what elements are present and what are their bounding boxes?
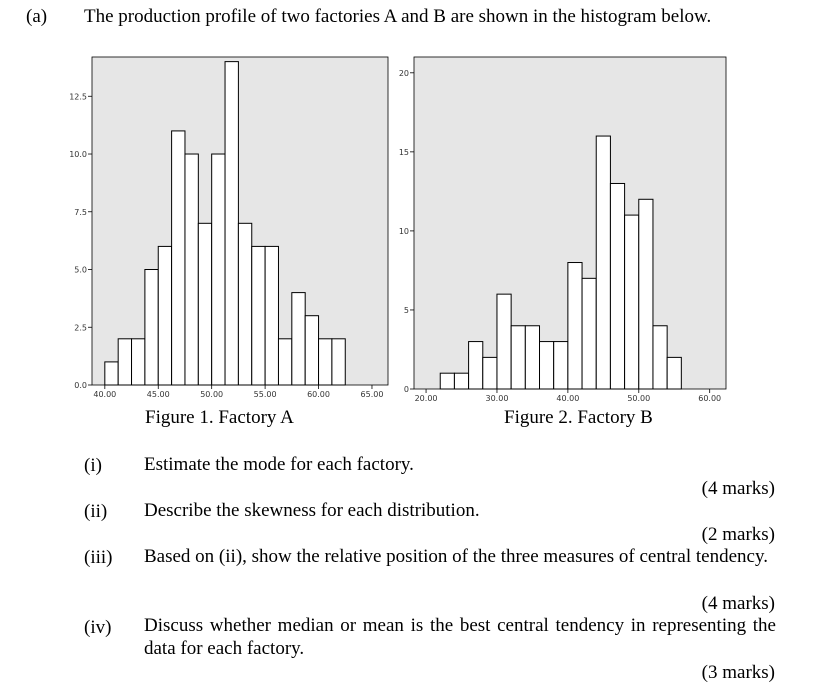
histogram-bar (118, 339, 131, 385)
question-text: Based on (ii), show the relative position of the three measures of central tendency. (144, 546, 768, 567)
histogram-bar (185, 154, 198, 385)
histogram-bar (610, 183, 624, 389)
histogram-bar (554, 342, 568, 389)
question-number: (iii) (84, 547, 113, 568)
question-marks: (4 marks) (701, 593, 775, 614)
histogram-bar (238, 223, 251, 385)
y-tick-label: 5.0 (74, 265, 87, 275)
histogram-factory-a (69, 57, 388, 399)
histogram-bar (319, 339, 332, 385)
histogram-bar (265, 246, 278, 385)
question-text: Estimate the mode for each factory. (144, 454, 414, 475)
x-tick-label: 45.00 (146, 390, 170, 399)
y-tick-label: 5 (403, 305, 409, 315)
figure-2-caption: Figure 2. Factory B (504, 407, 653, 428)
x-tick-label: 50.00 (200, 390, 224, 399)
y-tick-label: 0 (403, 385, 409, 394)
intro-text: The production profile of two factories A and B are shown in the histogram below. (84, 6, 712, 27)
x-tick-label: 65.00 (360, 390, 384, 399)
question-marks: (3 marks) (701, 662, 775, 683)
histogram-bar (292, 293, 305, 385)
histogram-bar (105, 362, 118, 385)
histogram-bar (440, 373, 454, 389)
question-number: (i) (84, 455, 102, 476)
question-number: (ii) (84, 501, 108, 522)
histogram-bar (132, 339, 145, 385)
histogram-bar (525, 326, 539, 389)
x-tick-label: 55.00 (253, 390, 277, 399)
y-tick-label: 2.5 (74, 323, 87, 333)
question-text: Describe the skewness for each distribution. (144, 500, 480, 521)
y-tick-label: 7.5 (74, 207, 87, 217)
y-tick-label: 0.0 (74, 381, 87, 390)
histogram-bar (511, 326, 525, 389)
question-text: Discuss whether median or mean is the best central tendency in representing the data for each factory. (144, 615, 776, 659)
histogram-bar (278, 339, 291, 385)
histogram-bar (454, 373, 468, 389)
y-tick-label: 10.0 (69, 150, 87, 160)
histogram-bar (198, 223, 211, 385)
histogram-bar (225, 62, 238, 385)
x-tick-label: 30.00 (485, 394, 509, 403)
question-number: (iv) (84, 617, 112, 638)
histogram-bar (639, 199, 653, 389)
histogram-bar (497, 294, 511, 389)
histogram-factory-b (399, 57, 726, 403)
y-tick-label: 15 (398, 147, 409, 157)
x-tick-label: 60.00 (307, 390, 330, 399)
histogram-bar (212, 154, 225, 385)
histogram-bar (305, 316, 318, 385)
y-tick-label: 10 (398, 226, 409, 236)
histogram-bar (667, 357, 681, 389)
histogram-bar (252, 246, 265, 385)
figure-1-caption: Figure 1. Factory A (145, 407, 294, 428)
histogram-bar (158, 246, 171, 385)
histogram-bar (172, 131, 185, 385)
histogram-bar (653, 326, 667, 389)
histogram-bar (332, 339, 345, 385)
histogram-bar (582, 278, 596, 389)
histogram-bar (596, 136, 610, 389)
histogram-bar (469, 342, 483, 389)
histogram-bar (483, 357, 497, 389)
x-tick-label: 50.00 (627, 394, 651, 403)
x-tick-label: 40.00 (556, 394, 580, 403)
part-label: (a) (26, 6, 48, 27)
x-tick-label: 40.00 (93, 390, 117, 399)
histogram-bar (540, 342, 554, 389)
histogram-bar (145, 270, 158, 385)
y-tick-label: 12.5 (69, 92, 87, 102)
histogram-bar (625, 215, 639, 389)
x-tick-label: 60.00 (698, 394, 722, 403)
y-tick-label: 20 (398, 68, 409, 78)
question-marks: (2 marks) (701, 524, 775, 545)
x-tick-label: 20.00 (414, 394, 438, 403)
histogram-bar (568, 263, 582, 389)
question-marks: (4 marks) (701, 478, 775, 499)
